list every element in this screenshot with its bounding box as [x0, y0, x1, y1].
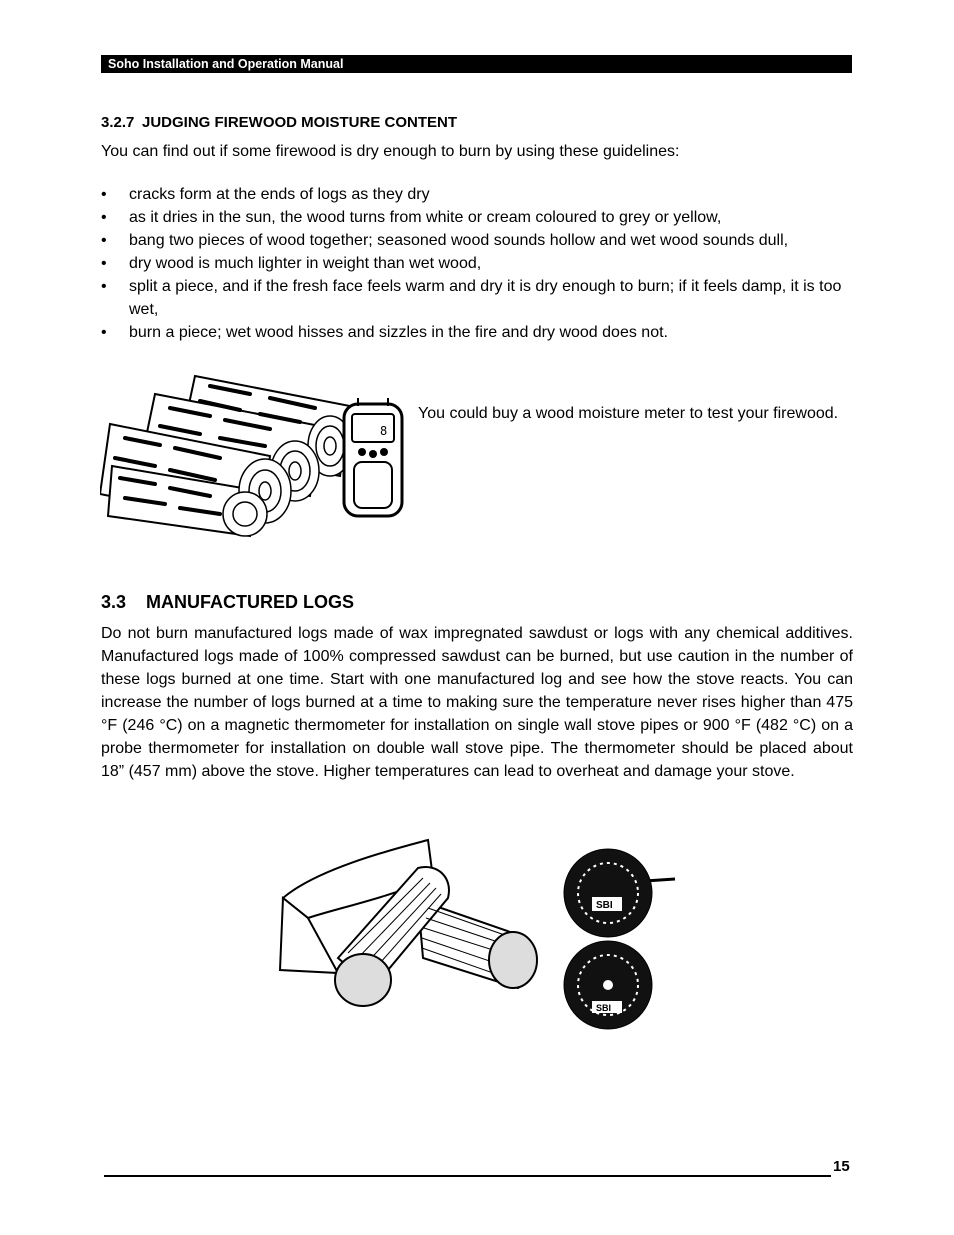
magnetic-thermometer-icon: [564, 941, 652, 1029]
list-item: • split a piece, and if the fresh face feels warm and dry it is dry enough to burn; if it feels damp, it is too wet,: [101, 275, 853, 321]
document-header: [101, 55, 852, 73]
list-item: • dry wood is much lighter in weight than wet wood,: [101, 252, 853, 275]
bullet-symbol: •: [101, 209, 107, 226]
bullet-symbol: •: [101, 232, 107, 249]
footer-rule: [104, 1175, 831, 1177]
list-item: • cracks form at the ends of logs as they dry: [101, 183, 853, 206]
section-heading: [101, 592, 354, 613]
firewood-moisture-meter-illustration: [100, 366, 412, 538]
moisture-meter-icon: [344, 398, 402, 516]
moisture-meter-text: You could buy a wood moisture meter to test your firewood.: [418, 405, 839, 422]
section-title: MANUFACTURED LOGS: [146, 592, 354, 612]
section-number: 3.3: [101, 592, 127, 612]
meter-display: 8: [380, 424, 388, 438]
bullet-symbol: •: [101, 324, 107, 341]
subsection-title: JUDGING FIREWOOD MOISTURE CONTENT: [142, 114, 457, 131]
manufactured-logs-illustration: [278, 838, 540, 1014]
list-item: • burn a piece; wet wood hisses and sizzles in the fire and dry wood does not.: [101, 321, 853, 344]
thermometers-illustration: [560, 845, 680, 1035]
bullet-symbol: •: [101, 255, 107, 272]
bullet-symbol: •: [101, 186, 107, 203]
thermometer-brand-label: SBI: [596, 1003, 612, 1013]
bullet-symbol: •: [101, 278, 107, 295]
intro-text: You can find out if some firewood is dry enough to burn by using these guidelines:: [101, 143, 680, 160]
list-item: • as it dries in the sun, the wood turns from white or cream coloured to grey or yellow,: [101, 206, 853, 229]
subsection-heading: [101, 114, 457, 131]
manufactured-logs-paragraph: Do not burn manufactured logs made of wax impregnated sawdust or logs with any chemical additives. Manufactured logs made of 100% compressed sawdust can be burned, but use caution in the number of these logs burned at one time. Start with one manufactured log and see how the stove reacts. You can increase the number of logs burned at a time to making sure the temperature never rises higher than 475 °F (246 °C) on a magnetic thermometer for installation on single wall stove pipes or 900 °F (482 °C) on a probe thermometer for installation on double wall stove pipe. The thermometer should be placed about 18” (457 mm) above the stove. Higher temperatures can lead to overheat and damage your stove.: [101, 625, 853, 780]
guideline-list: [101, 183, 853, 344]
list-item: • bang two pieces of wood together; seasoned wood sounds hollow and wet wood sounds dull,: [101, 229, 853, 252]
probe-thermometer-icon: [564, 849, 675, 937]
thermometer-brand-label: SBI: [596, 900, 613, 911]
page-number: 15: [833, 1158, 850, 1175]
subsection-number: 3.2.7: [101, 114, 135, 131]
document-title: Soho Installation and Operation Manual: [108, 57, 344, 71]
